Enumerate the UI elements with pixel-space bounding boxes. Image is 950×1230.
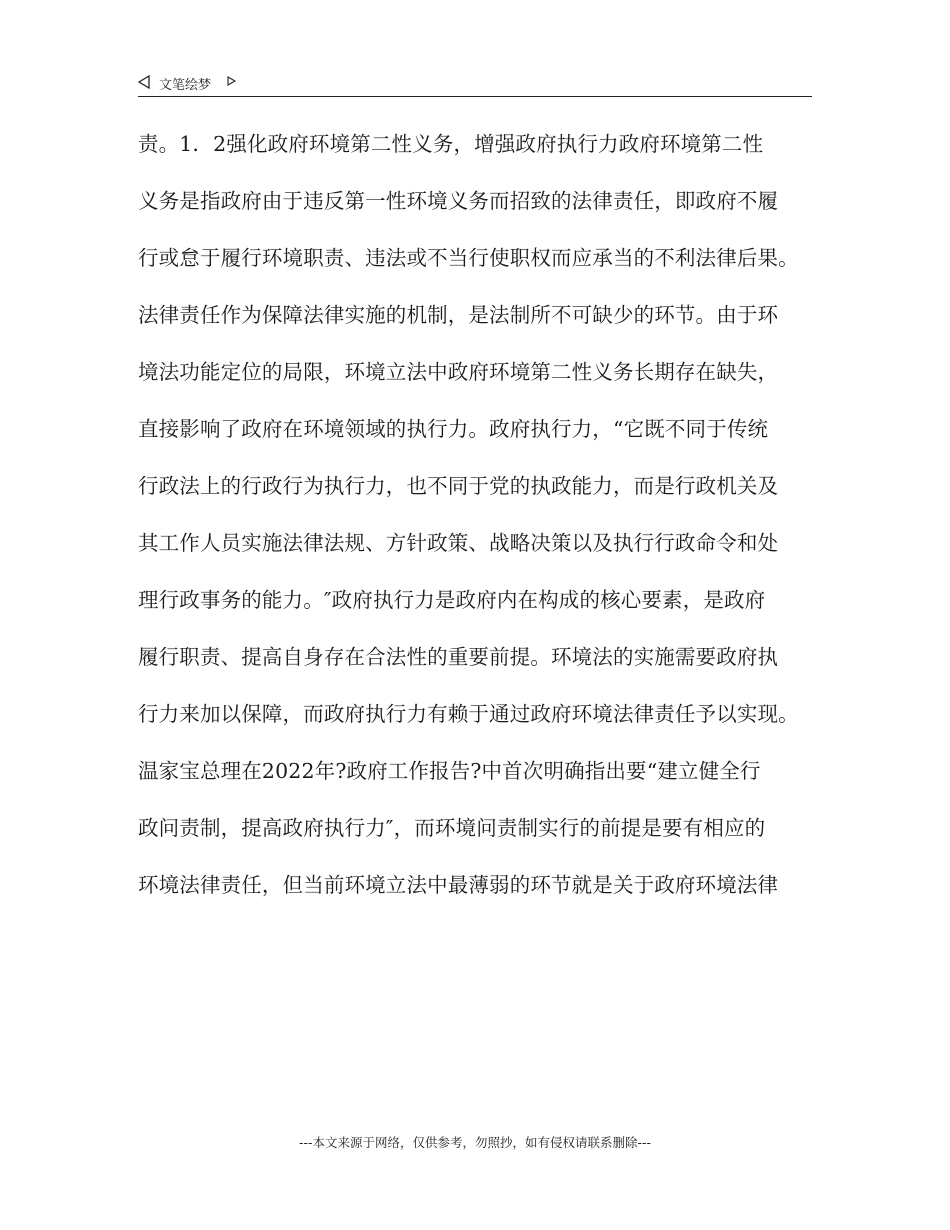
text-line: 义务是指政府由于违反第一性环境义务而招致的法律责任，即政府不履 [138,189,779,213]
text-line: 其工作人员实施法律法规、方针政策、战略决策以及执行行政命令和处 [138,531,779,555]
text-line: 行政法上的行政行为执行力，也不同于党的执政能力，而是行政机关及 [138,474,779,498]
body-text [138,124,818,922]
triangle-left-outline-icon [138,75,150,89]
text-line: 政问责制，提高政府执行力″，而环境问责制实行的前提是要有相应的 [138,816,766,840]
text-line: 境法功能定位的局限，环境立法中政府环境第二性义务长期存在缺失， [138,360,779,384]
text-line: 直接影响了政府在环境领域的执行力。政府执行力，“它既不同于传统 [138,417,769,441]
text-line: 履行职责、提高自身存在合法性的重要前提。环境法的实施需要政府执 [138,645,779,669]
text-line: 温家宝总理在2022年?政府工作报告?中首次明确指出要“建立健全行 [138,759,761,783]
text-line: 责。1．2强化政府环境第二性义务，增强政府执行力政府环境第二性 [138,132,764,156]
header-title: 文笔绘梦 [159,78,212,93]
text-line: 行力来加以保障，而政府执行力有赖于通过政府环境法律责任予以实现。 [138,702,799,726]
text-line: 理行政事务的能力。″政府执行力是政府内在构成的核心要素，是政府 [138,588,766,612]
text-line: 行或怠于履行环境职责、违法或不当行使职权而应承当的不利法律后果。 [138,246,799,270]
footer-disclaimer: ---本文来源于网络，仅供参考，勿照抄，如有侵权请联系删除--- [298,1135,652,1150]
text-line: 环境法律责任，但当前环境立法中最薄弱的环节就是关于政府环境法律 [138,873,779,897]
text-line: 法律责任作为保障法律实施的机制，是法制所不可缺少的环节。由于环 [138,303,779,327]
triangle-right-outline-icon [227,76,236,86]
page-header [138,70,812,97]
